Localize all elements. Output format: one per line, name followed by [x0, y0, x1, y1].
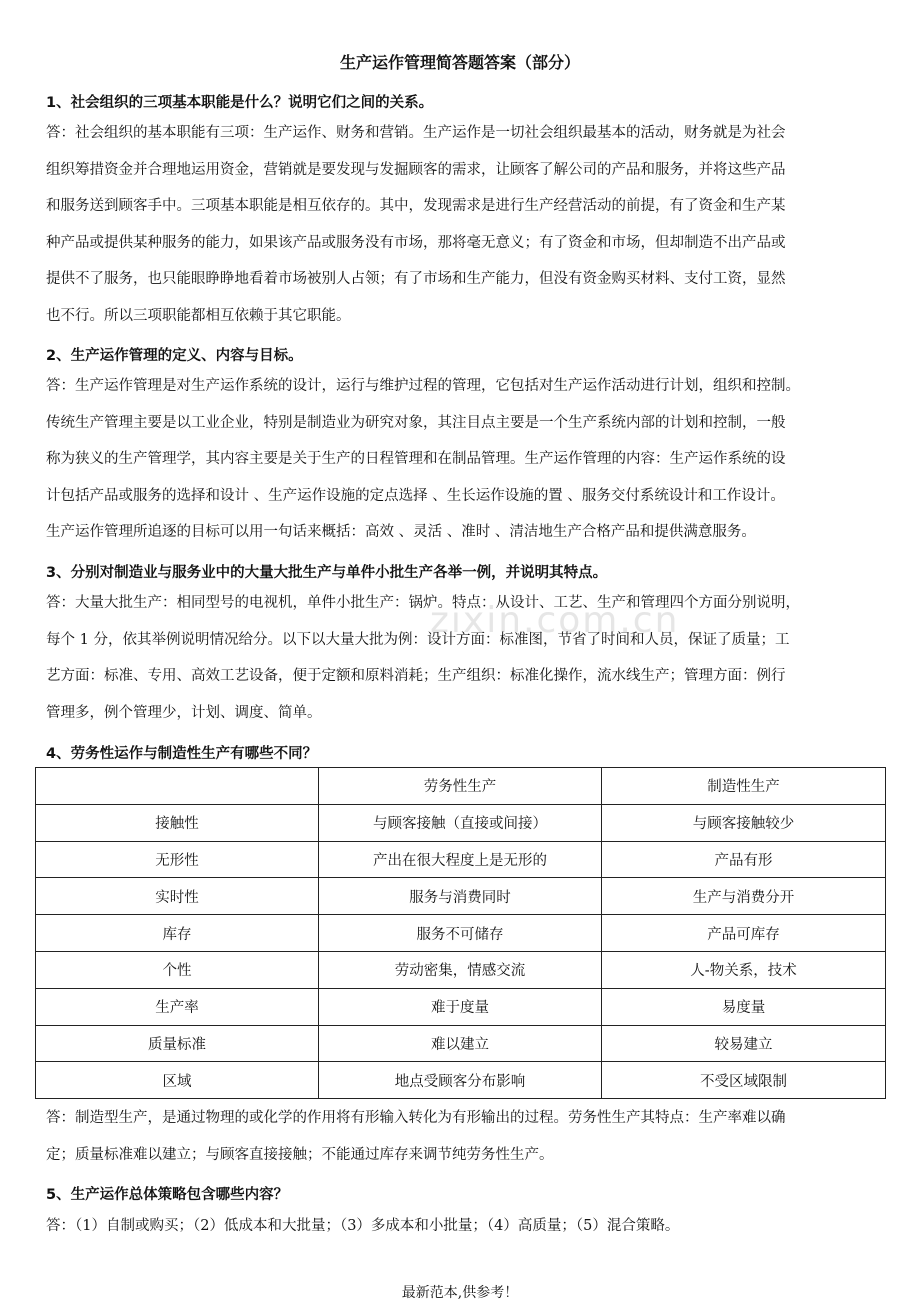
table-cell: 产出在很大程度上是无形的: [319, 841, 602, 878]
table-cell: 质量标准: [36, 1025, 319, 1062]
question-2-heading: 2、生产运作管理的定义、内容与目标。: [46, 348, 303, 364]
table-cell: 产品可库存: [602, 915, 886, 952]
table-row: [36, 878, 886, 915]
table-cell: 无形性: [36, 841, 319, 878]
question-4-heading: 4、劳务性运作与制造性生产有哪些不同？: [46, 746, 318, 762]
watermark: zixin.com.cn: [430, 600, 680, 641]
table-cell: 地点受顾客分布影响: [319, 1062, 602, 1099]
table-row: [36, 951, 886, 988]
table-cell: 易度量: [602, 988, 886, 1025]
table-cell: 区域: [36, 1062, 319, 1099]
question-1-heading: 1、社会组织的三项基本职能是什么？说明它们之间的关系。: [46, 95, 434, 111]
table-cell: 与顾客接触较少: [602, 804, 886, 841]
table-row: [36, 804, 886, 841]
table-cell: 较易建立: [602, 1025, 886, 1062]
table-row: [36, 988, 886, 1025]
table-cell: 实时性: [36, 878, 319, 915]
table-cell: 难以建立: [319, 1025, 602, 1062]
question-3-heading: 3、分别对制造业与服务业中的大量大批生产与单件小批生产各举一例，并说明其特点。: [46, 565, 608, 581]
table-cell: 劳动密集，情感交流: [319, 951, 602, 988]
question-1-answer: 答：社会组织的基本职能有三项：生产运作、财务和营销。生产运作是一切社会组织最基本的活动，财务就是为社会 组织筹措资金并合理地运用资金，营销就是要发现与发掘顾客的需求，让顾客了解公司的产品和服务，并将这些产品 和服务送到顾客手中。三项基本职能是相互依存的。其中，发现需求是进行生产经营活动的前提，有了资金和生产某 种产品或提供某种服务的能力，如果该产品或服务没有市场，那将毫无意义；有了资金和市场，但却制造不出产品或 提供不了服务，也只能眼睁睁地看着市场被别人占领；有了市场和生产能力，但没有资金购买材料、支付工资，显然 也不行。所以三项职能都相互依赖于其它职能。: [46, 125, 786, 324]
question-3-answer: 答：大量大批生产：相同型号的电视机，单件小批生产：锅炉。特点：从设计、工艺、生产和管理四个方面分别说明， 每个 1 分，依其举例说明情况给分。以下以大量大批为例：设计方面：标准图，节省了时间和人员，保证了质量；工 艺方面：标准、专用、高效工艺设备，便于定额和原料消耗；生产组织：标准化操作，流水线生产；管理方面：例行 管理多，例个管理少，计划、调度、简单。: [46, 595, 800, 721]
table-header-cell: 劳务性生产: [319, 768, 602, 805]
table-cell: 与顾客接触（直接或间接）: [319, 804, 602, 841]
table-cell: 人-物关系，技术: [602, 951, 886, 988]
table-header-row: [36, 768, 886, 805]
table-row: [36, 1062, 886, 1099]
table-cell: 不受区域限制: [602, 1062, 886, 1099]
table-cell: 生产与消费分开: [602, 878, 886, 915]
table-row: [36, 841, 886, 878]
question-5-heading: 5、生产运作总体策略包含哪些内容？: [46, 1187, 289, 1203]
table-header-cell: [36, 768, 319, 805]
question-5-answer: 答：（1）自制或购买；（2）低成本和大批量；（3）多成本和小批量；（4）高质量；（5）混合策略。: [46, 1218, 680, 1234]
table-cell: 库存: [36, 915, 319, 952]
table-row: [36, 1025, 886, 1062]
question-2-answer: 答：生产运作管理是对生产运作系统的设计，运行与维护过程的管理，它包括对生产运作活动进行计划，组织和控制。 传统生产管理主要是以工业企业，特别是制造业为研究对象，其注目点主要是一个生产系统内部的计划和控制，一般 称为狭义的生产管理学，其内容主要是关于生产的日程管理和在制品管理。生产运作管理的内容：生产运作系统的设 计包括产品或服务的选择和设计 、生产运作设施的定点选择 、生长运作设施的置 、服务交付系统设计和工作设计。 生产运作管理所追逐的目标可以用一句话来概括：高效 、灵活 、准时 、清洁地生产合格产品和提供满意服务。: [46, 378, 800, 540]
table-row: [36, 915, 886, 952]
table-cell: 服务不可储存: [319, 915, 602, 952]
table-cell: 产品有形: [602, 841, 886, 878]
table-cell: 服务与消费同时: [319, 878, 602, 915]
comparison-table: [35, 767, 886, 1099]
table-cell: 生产率: [36, 988, 319, 1025]
table-cell: 个性: [36, 951, 319, 988]
table-cell: 接触性: [36, 804, 319, 841]
footer-note: 最新范本,供参考！: [401, 1285, 519, 1301]
page-title: 生产运作管理简答题答案（部分）: [339, 53, 580, 72]
table-header-cell: 制造性生产: [602, 768, 886, 805]
question-4-answer: 答：制造型生产，是通过物理的或化学的作用将有形输入转化为有形输出的过程。劳务性生产其特点：生产率难以确 定；质量标准难以建立；与顾客直接接触；不能通过库存来调节纯劳务性生产。: [46, 1110, 786, 1163]
table-cell: 难于度量: [319, 988, 602, 1025]
